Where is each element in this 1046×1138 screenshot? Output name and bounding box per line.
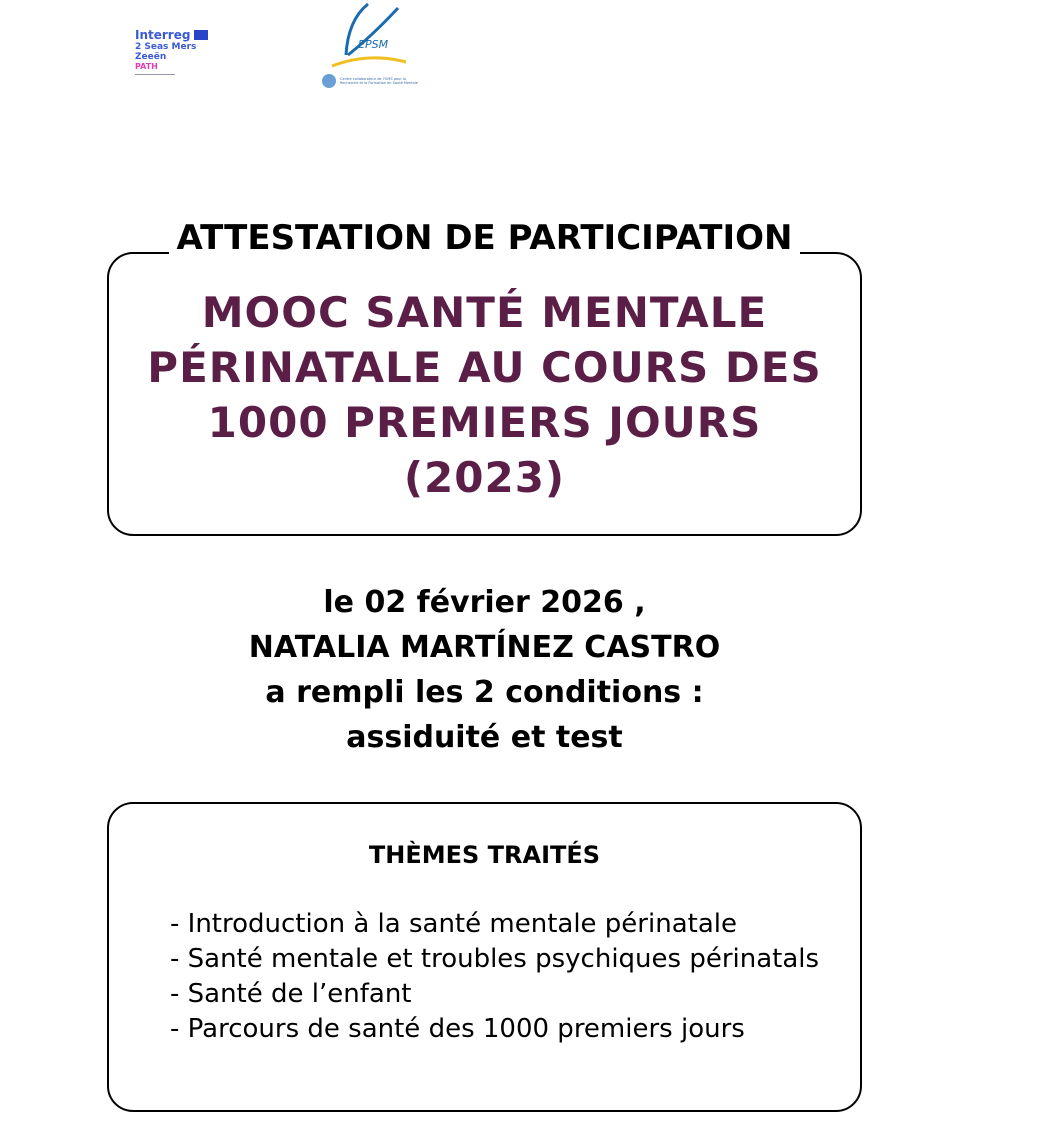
- who-text: Centre collaborateur de l'OMS pour la Recherche et la Formation en Santé Mentale: [340, 77, 418, 85]
- interreg-program: 2 Seas Mers Zeeën: [135, 42, 197, 62]
- list-item: - Parcours de santé des 1000 premiers jours: [170, 1014, 745, 1044]
- participant-info: [107, 580, 862, 760]
- divider: [135, 74, 175, 75]
- date: le 02 février 2026 ,: [323, 585, 646, 620]
- epsm-logo: [318, 0, 428, 100]
- list-item: - Introduction à la santé mentale périnatale: [170, 909, 737, 939]
- interreg-logo: [135, 28, 225, 75]
- conditions-detail: assiduité et test: [346, 720, 623, 755]
- epsm-swoosh-icon: [318, 0, 428, 70]
- participant-name: NATALIA MARTÍNEZ CASTRO: [248, 630, 721, 665]
- course-line: (2023): [403, 453, 566, 502]
- list-item: - Santé de l’enfant: [170, 979, 412, 1009]
- course-line: MOOC SANTÉ MENTALE: [201, 288, 768, 337]
- list-item: - Santé mentale et troubles psychiques périnatals: [170, 944, 820, 974]
- interreg-name: Interreg: [135, 28, 191, 42]
- conditions: a rempli les 2 conditions :: [265, 675, 704, 710]
- who-emblem-icon: [322, 74, 336, 88]
- course-line: 1000 PREMIERS JOURS: [207, 398, 762, 447]
- themes-list: [170, 907, 830, 1047]
- course-line: PÉRINATALE AU COURS DES: [147, 343, 822, 392]
- eu-flag-icon: [194, 30, 208, 40]
- themes-heading: THÈMES TRAITÉS: [368, 841, 601, 869]
- epsm-name: EPSM: [358, 38, 389, 51]
- interreg-project: PATH: [135, 62, 158, 71]
- certificate-title: ATTESTATION DE PARTICIPATION: [107, 218, 862, 258]
- course-title: [107, 285, 862, 505]
